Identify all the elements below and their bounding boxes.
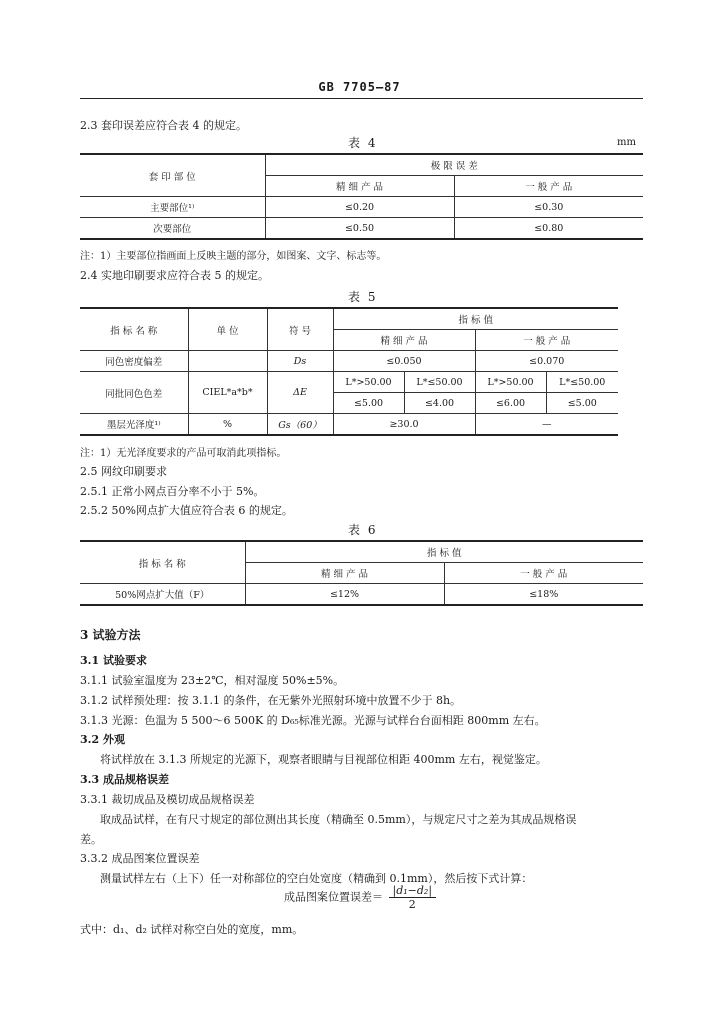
table5-r1-name: 同色密度偏差 xyxy=(80,351,188,372)
table4-row-general: ≤0.30 xyxy=(454,197,643,218)
table-4 xyxy=(80,153,643,240)
table4-row-general: ≤0.80 xyxy=(454,218,643,240)
table4-row-part: 次要部位 xyxy=(80,218,265,240)
section-3-3-2: 3.3.2 成品图案位置误差 xyxy=(80,852,200,865)
section-3-3: 3.3 成品规格误差 xyxy=(80,773,169,786)
table5-r3-symbol: Gs（60） xyxy=(267,414,333,436)
table-6 xyxy=(80,540,643,606)
table5-header-fine: 精 细 产 品 xyxy=(333,330,475,351)
table4-header-limit: 极 限 误 差 xyxy=(265,154,643,176)
section-3-1: 3.1 试验要求 xyxy=(80,654,147,667)
table-5 xyxy=(80,307,618,436)
table6-header-value: 指 标 值 xyxy=(245,541,643,563)
table5-r3-unit: % xyxy=(188,414,267,436)
table4-header-fine: 精 细 产 品 xyxy=(265,176,454,197)
table5-r1-general: ≤0.070 xyxy=(475,351,618,372)
table5-r2-gen-hi: L*>50.00 xyxy=(475,372,546,393)
section-3-3-1-text: 取成品试样，在有尺寸规定的部位测出其长度（精确至 0.5mm），与规定尺寸之差为其成品规格误 xyxy=(100,813,577,826)
table6-row-name: 50%网点扩大值（F） xyxy=(80,584,245,606)
table5-r3-fine: ≥30.0 xyxy=(333,414,475,436)
section-3-2: 3.2 外观 xyxy=(80,733,125,746)
table5-note: 注：1）无光泽度要求的产品可取消此项指标。 xyxy=(80,448,287,459)
table4-caption: 表 4 xyxy=(348,136,378,150)
table4-header-general: 一 般 产 品 xyxy=(454,176,643,197)
table4-row-part: 主要部位¹⁾ xyxy=(80,197,265,218)
table5-r1-symbol: Ds xyxy=(267,351,333,372)
table5-r1-fine: ≤0.050 xyxy=(333,351,475,372)
table5-r3-name: 墨层光泽度¹⁾ xyxy=(80,414,188,436)
section-3-1-3: 3.1.3 光源：色温为 5 500～6 500K 的 D₆₅标准光源。光源与试样台台面相距 800mm 左右。 xyxy=(80,714,546,727)
table5-r2-fine-lo: L*≤50.00 xyxy=(404,372,475,393)
table4-header-part: 套 印 部 位 xyxy=(80,154,265,197)
table5-header-general: 一 般 产 品 xyxy=(475,330,618,351)
section-2-3: 2.3 套印误差应符合表 4 的规定。 xyxy=(80,119,247,132)
table5-r2-symbol: ΔE xyxy=(267,372,333,414)
section-2-4: 2.4 实地印刷要求应符合表 5 的规定。 xyxy=(80,269,269,282)
table5-header-name: 指 标 名 称 xyxy=(80,308,188,351)
table5-r2-fine-hi: L*>50.00 xyxy=(333,372,404,393)
table6-header-name: 指 标 名 称 xyxy=(80,541,245,584)
formula-lhs: 成品图案位置误差＝ xyxy=(284,890,383,904)
section-3-3-1-text-cont: 差。 xyxy=(80,833,102,846)
table5-r2-fine-v1: ≤5.00 xyxy=(333,393,404,414)
section-3-heading: 3 试验方法 xyxy=(80,628,141,642)
table6-caption: 表 6 xyxy=(348,523,378,537)
table6-header-fine: 精 细 产 品 xyxy=(245,563,444,584)
table5-r3-general: — xyxy=(475,414,618,436)
section-2-5-2: 2.5.2 50%网点扩大值应符合表 6 的规定。 xyxy=(80,504,293,517)
table5-r2-unit: CIEL*a*b* xyxy=(188,372,267,414)
header-rule xyxy=(80,98,643,99)
table5-header-symbol: 符 号 xyxy=(267,308,333,351)
table5-r2-fine-v2: ≤4.00 xyxy=(404,393,475,414)
table4-note: 注：1）主要部位指画面上反映主题的部分，如图案、文字、标志等。 xyxy=(80,251,387,262)
table6-row-fine: ≤12% xyxy=(245,584,444,606)
table5-r2-gen-v1: ≤6.00 xyxy=(475,393,546,414)
formula xyxy=(284,884,436,911)
formula-numerator: |d₁−d₂| xyxy=(389,884,437,898)
section-3-3-2-text: 测量试样左右（上下）任一对称部位的空白处宽度（精确到 0.1mm），然后按下式计算： xyxy=(100,872,533,885)
table4-unit: mm xyxy=(617,137,636,148)
table5-r1-unit xyxy=(188,351,267,372)
table5-r2-gen-v2: ≤5.00 xyxy=(546,393,618,414)
table6-row-general: ≤18% xyxy=(444,584,643,606)
table5-r2-name: 同批同色色差 xyxy=(80,372,188,414)
section-3-1-2: 3.1.2 试样预处理：按 3.1.1 的条件，在无紫外光照射环境中放置不少于 8h。 xyxy=(80,694,462,707)
section-2-5: 2.5 网纹印刷要求 xyxy=(80,465,167,478)
table5-header-value: 指 标 值 xyxy=(333,308,618,330)
section-3-2-text: 将试样放在 3.1.3 所规定的光源下，观察者眼睛与目视部位相距 400mm 左右，视觉鉴定。 xyxy=(100,753,547,766)
section-3-1-1: 3.1.1 试验室温度为 23±2℃，相对湿度 50%±5%。 xyxy=(80,674,345,687)
section-2-5-1: 2.5.1 正常小网点百分率不小于 5%。 xyxy=(80,485,265,498)
table5-caption: 表 5 xyxy=(348,290,378,304)
formula-fraction xyxy=(389,884,437,911)
table6-header-general: 一 般 产 品 xyxy=(444,563,643,584)
standard-header: GB 7705—87 xyxy=(318,80,401,94)
table5-r2-gen-lo: L*≤50.00 xyxy=(546,372,618,393)
table5-header-unit: 单 位 xyxy=(188,308,267,351)
formula-denominator: 2 xyxy=(408,898,416,911)
table4-row-fine: ≤0.50 xyxy=(265,218,454,240)
section-3-3-1: 3.3.1 裁切成品及模切成品规格误差 xyxy=(80,793,255,806)
formula-where: 式中：d₁、d₂ 试样对称空白处的宽度，mm。 xyxy=(80,923,304,936)
table4-row-fine: ≤0.20 xyxy=(265,197,454,218)
